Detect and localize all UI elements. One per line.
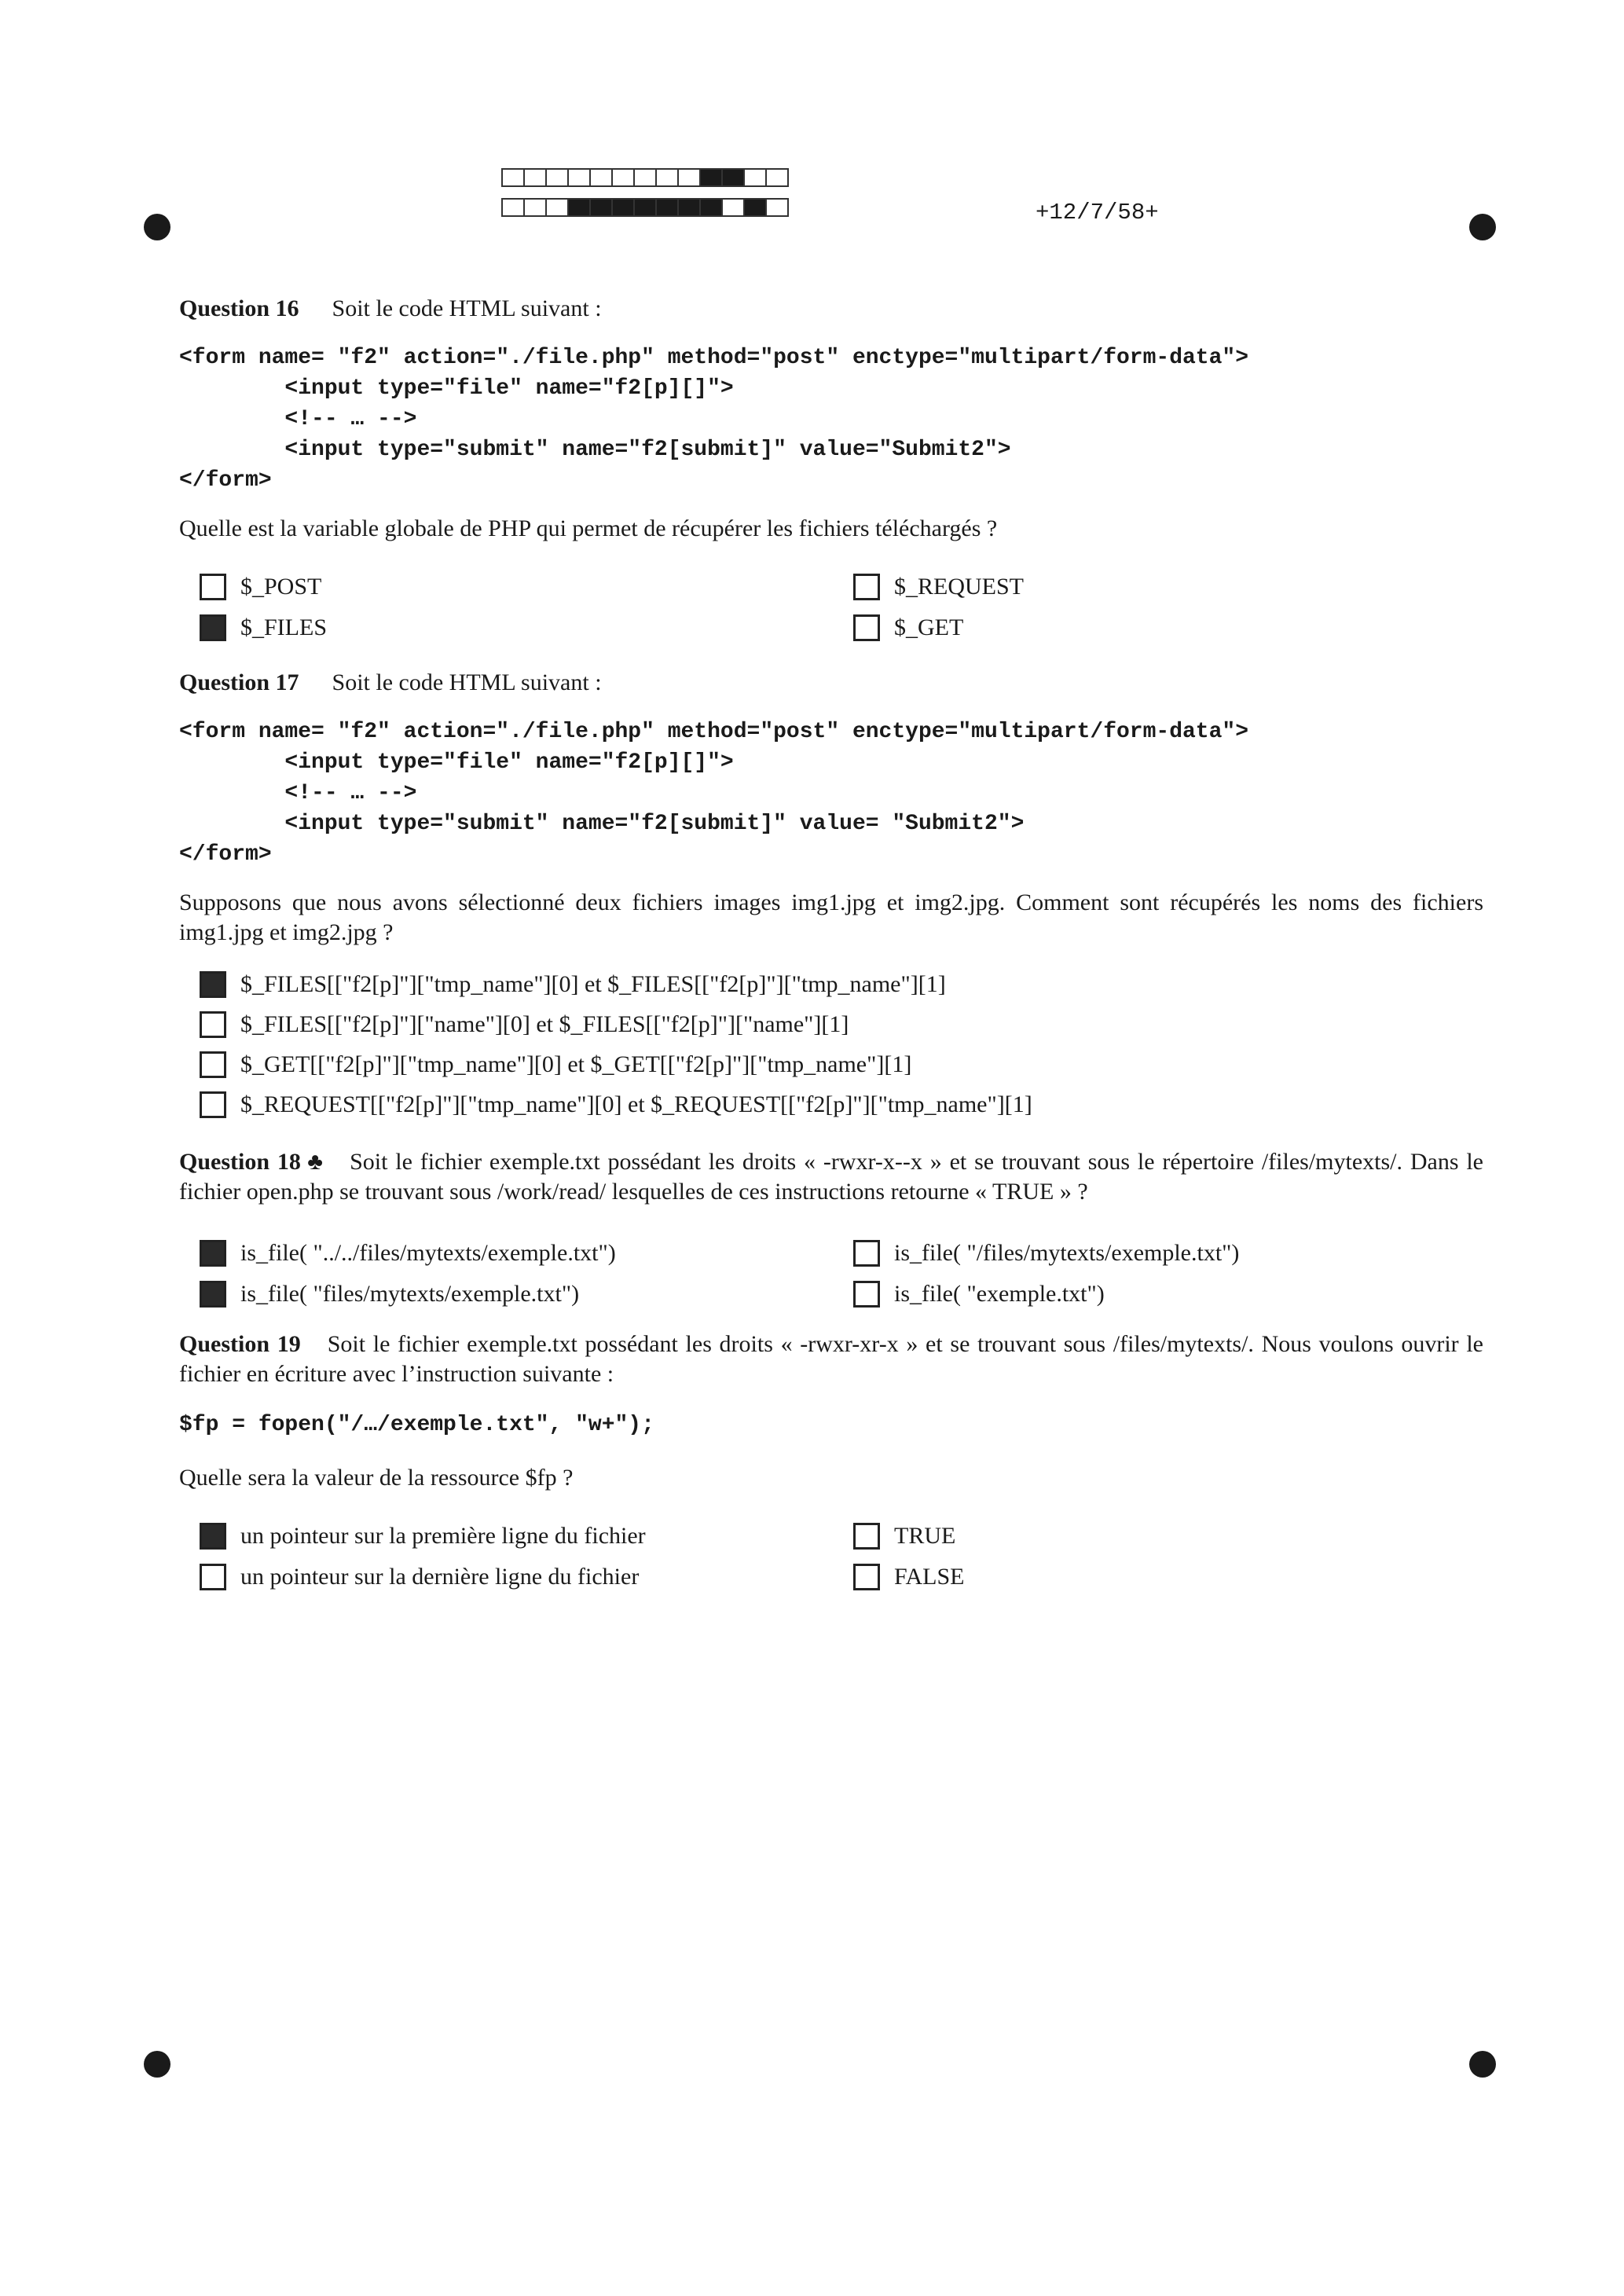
checkbox[interactable]	[200, 1011, 226, 1038]
q18-option-absolute[interactable]	[853, 1238, 1239, 1268]
option-label: $_FILES	[240, 614, 328, 640]
checkbox[interactable]	[200, 1091, 226, 1118]
q19-code: $fp = fopen("/…/exemple.txt", "w+");	[179, 1413, 654, 1437]
q16-code-line: </form>	[179, 468, 272, 493]
option-label: TRUE	[894, 1523, 956, 1549]
q18-label: Question 18	[179, 1149, 301, 1175]
option-label: $_FILES[["f2[p]"]["name"][0] et $_FILES[["f2[p]"]["name"][1]	[240, 1011, 849, 1037]
q17-code-line: <form name= "f2" action="./file.php" method="post" enctype="multipart/form-data">	[179, 720, 1249, 744]
q19-option-false[interactable]	[853, 1562, 964, 1592]
q17-option-request-tmp-name[interactable]	[200, 1090, 1032, 1120]
option-label: $_REQUEST	[894, 574, 1024, 600]
q17-option-files-name[interactable]	[200, 1010, 849, 1040]
q19-option-last-line[interactable]	[200, 1562, 639, 1592]
registration-mark-top-right	[1469, 214, 1496, 240]
option-label: $_GET	[894, 614, 964, 640]
q16-option-files[interactable]	[200, 613, 327, 643]
checkbox[interactable]	[853, 1564, 880, 1590]
q17-intro: Soit le code HTML suivant :	[332, 669, 602, 695]
option-label: un pointeur sur la dernière ligne du fichier	[240, 1564, 640, 1590]
option-label: $_GET[["f2[p]"]["tmp_name"][0] et $_GET[["f2[p]"]["tmp_name"][1]	[240, 1051, 912, 1077]
q16-header	[179, 294, 602, 324]
q19-label: Question 19	[179, 1331, 301, 1357]
checkbox-checked[interactable]	[200, 971, 226, 998]
q18-question: Soit le fichier exemple.txt possédant les droits « -rwxr-x--x » et se trouvant sous le répertoire /files/mytexts/. Dans le fichier open.php se trouvant sous /work/read/ lesquelles de ces instructions retourne « TRUE » ?	[179, 1149, 1483, 1205]
q19-question2: Quelle sera la valeur de la ressource $fp ?	[179, 1465, 574, 1491]
q17-header	[179, 668, 602, 698]
option-label: is_file( "files/mytexts/exemple.txt")	[240, 1281, 580, 1307]
q17-code-line: </form>	[179, 842, 272, 867]
q17-code-line: <input type="file" name="f2[p][]">	[179, 750, 734, 775]
q17-code-line: <input type="submit" name="f2[submit]" value= "Submit2">	[179, 812, 1025, 836]
option-label: FALSE	[894, 1564, 965, 1590]
checkbox-checked[interactable]	[200, 1240, 226, 1267]
q17-option-files-tmp-name[interactable]	[200, 970, 946, 999]
student-id-row-1	[501, 168, 787, 187]
checkbox[interactable]	[200, 574, 226, 600]
checkbox-checked[interactable]	[200, 614, 226, 641]
option-label: un pointeur sur la première ligne du fichier	[240, 1523, 646, 1549]
q16-code-block	[179, 343, 1248, 496]
checkbox[interactable]	[853, 1281, 880, 1308]
checkbox[interactable]	[853, 574, 880, 600]
checkbox[interactable]	[853, 1240, 880, 1267]
q16-code-line: <form name= "f2" action="./file.php" method="post" enctype="multipart/form-data">	[179, 346, 1249, 370]
checkbox-checked[interactable]	[200, 1281, 226, 1308]
checkbox[interactable]	[200, 1564, 226, 1590]
option-label: is_file( "/files/mytexts/exemple.txt")	[894, 1240, 1240, 1266]
registration-mark-top-left	[144, 214, 170, 240]
q16-option-post[interactable]	[200, 572, 321, 602]
option-label: $_POST	[240, 574, 322, 600]
student-id-row-2	[501, 198, 787, 217]
q17-code-block	[179, 717, 1248, 870]
q17-code-line: <!-- … -->	[179, 781, 417, 805]
q16-code-line: <input type="submit" name="f2[submit]" value="Submit2">	[179, 438, 1011, 462]
registration-mark-bottom-left	[144, 2051, 170, 2078]
q18-option-filename[interactable]	[853, 1279, 1105, 1309]
q17-option-get-tmp-name[interactable]	[200, 1050, 911, 1080]
option-label: $_FILES[["f2[p]"]["tmp_name"][0] et $_FILES[["f2[p]"]["tmp_name"][1]	[240, 971, 946, 997]
checkbox[interactable]	[853, 614, 880, 641]
q16-question: Quelle est la variable globale de PHP qui permet de récupérer les fichiers téléchargés ?	[179, 515, 998, 541]
option-label: is_file( "exemple.txt")	[894, 1281, 1105, 1307]
q19-question: Soit le fichier exemple.txt possédant les droits « -rwxr-xr-x » et se trouvant sous /files/mytexts/. Nous voulons ouvrir le fichier en écriture avec l’instruction suivante :	[179, 1331, 1483, 1387]
q16-label: Question 16	[179, 295, 299, 321]
q19-option-first-line[interactable]	[200, 1521, 646, 1551]
q16-intro: Soit le code HTML suivant :	[332, 295, 602, 321]
multiple-answers-club-icon: ♣	[305, 1149, 325, 1175]
checkbox[interactable]	[853, 1523, 880, 1550]
q18-question-block	[179, 1147, 1483, 1207]
q16-code-line: <!-- … -->	[179, 407, 417, 431]
option-label: is_file( "../../files/mytexts/exemple.txt")	[240, 1240, 616, 1266]
q19-question-block	[179, 1330, 1483, 1389]
checkbox-checked[interactable]	[200, 1523, 226, 1550]
checkbox[interactable]	[200, 1051, 226, 1078]
option-label: $_REQUEST[["f2[p]"]["tmp_name"][0] et $_REQUEST[["f2[p]"]["tmp_name"][1]	[240, 1091, 1032, 1117]
q17-label: Question 17	[179, 669, 299, 695]
q16-option-get[interactable]	[853, 613, 963, 643]
page-code: +12/7/58+	[1036, 200, 1159, 226]
q18-option-relative[interactable]	[200, 1279, 579, 1309]
q18-option-relative-up[interactable]	[200, 1238, 616, 1268]
q16-option-request[interactable]	[853, 572, 1024, 602]
q17-question: Supposons que nous avons sélectionné deux fichiers images img1.jpg et img2.jpg. Comment sont récupérés les noms des fichiers img1.jpg et img2.jpg ?	[179, 889, 1483, 945]
registration-mark-bottom-right	[1469, 2051, 1496, 2078]
q19-option-true[interactable]	[853, 1521, 955, 1551]
q16-code-line: <input type="file" name="f2[p][]">	[179, 376, 734, 401]
